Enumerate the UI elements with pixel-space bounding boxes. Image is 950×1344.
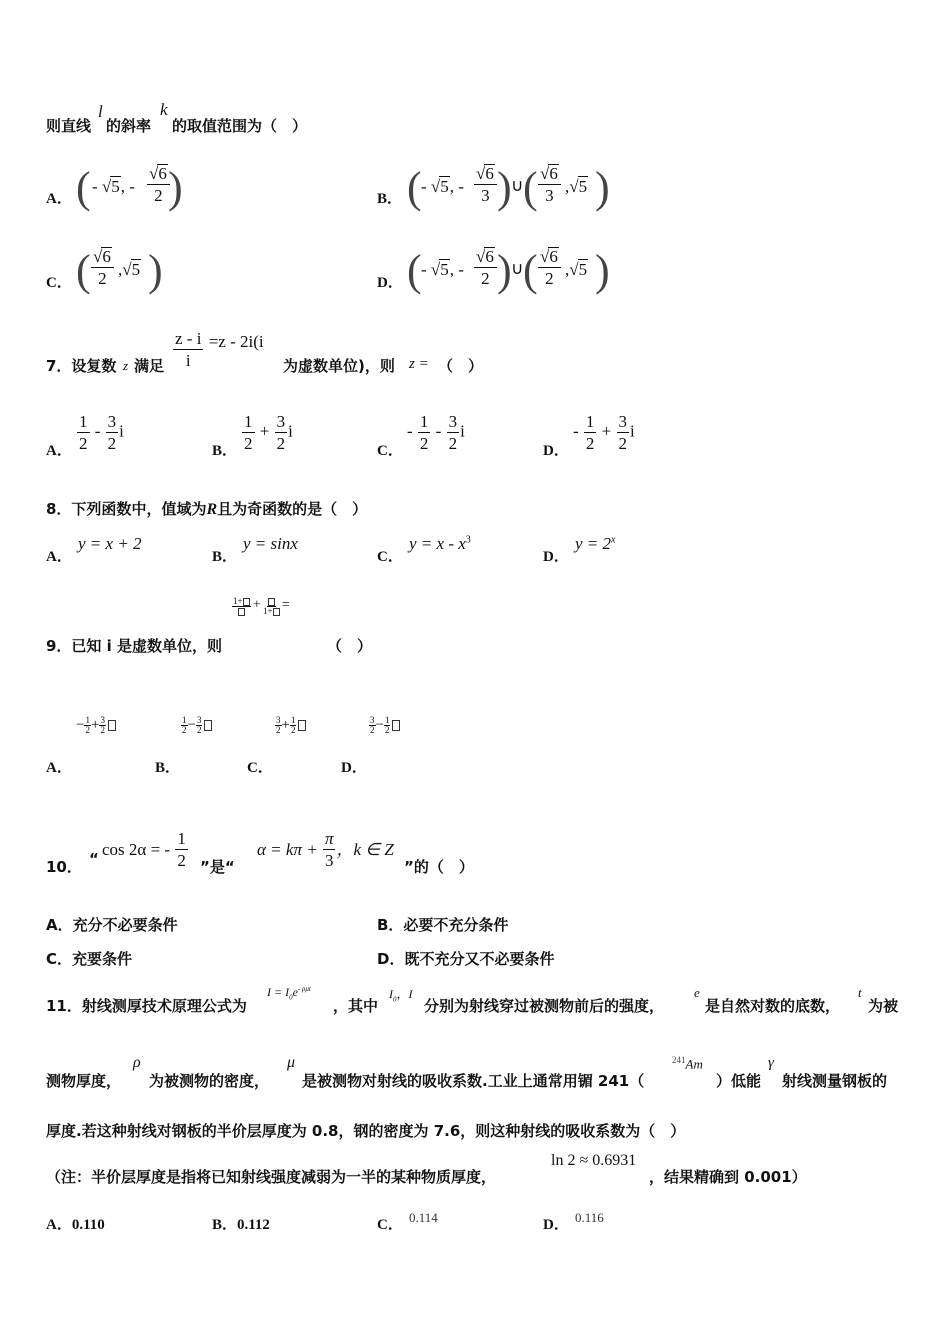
q7-option-c-expr[interactable]	[407, 413, 465, 452]
num: 1	[419, 412, 429, 431]
imag-unit: i	[288, 421, 293, 441]
den: 2	[276, 725, 281, 735]
minus-sign: -	[435, 421, 442, 441]
q7-equation	[172, 330, 264, 369]
q9-paren: （ ）	[327, 637, 373, 655]
q11-line2-a: 测物厚度，	[46, 1072, 122, 1090]
q8-option-a-label[interactable]: A．	[46, 549, 72, 565]
den-2: 2	[154, 186, 163, 205]
q11-option-b[interactable]: B．0.112	[212, 1217, 270, 1233]
q11-I0	[389, 985, 413, 1003]
equals-sign: =	[281, 597, 290, 613]
den: 2	[618, 434, 628, 453]
q7-option-a-expr[interactable]	[76, 413, 124, 452]
q8-option-d-label[interactable]: D．	[543, 549, 569, 565]
q11-option-c-value[interactable]: 0.114	[409, 1210, 438, 1225]
q9-formula-image	[232, 597, 290, 616]
q11-e: e	[694, 985, 700, 1000]
num: 1	[79, 412, 88, 431]
q6-option-c-expr[interactable]: ( $\frac{√6}{2}$ ,√5 )	[76, 246, 163, 295]
alpha-expr: α = kπ +	[257, 840, 318, 860]
neg-sign: -	[458, 260, 464, 279]
plus-sign: +	[252, 597, 261, 613]
q7-option-d-expr[interactable]	[573, 413, 635, 452]
q11-line1-e: 为被	[868, 997, 899, 1015]
den: 2	[177, 851, 186, 870]
den-3: 3	[545, 186, 554, 205]
sqrt5-val: 5	[131, 260, 141, 279]
comma: ,	[118, 260, 123, 279]
num: 3	[107, 412, 117, 431]
den: 2	[85, 725, 90, 735]
left-paren-icon: (	[523, 246, 538, 295]
sqrt6-val: 6	[549, 164, 558, 183]
q11-line2-b: 为被测物的密度，	[149, 1072, 270, 1090]
placeholder-box-icon	[238, 608, 245, 616]
formula-sub: 0	[289, 993, 293, 1002]
union-icon: ∪	[511, 259, 524, 278]
q6-stem-end: 的取值范围为（ ）	[172, 117, 308, 135]
num: 1	[585, 412, 595, 431]
formula-text: I = I	[267, 985, 290, 999]
q9-option-c-image[interactable]	[275, 716, 306, 735]
placeholder-box-icon	[243, 598, 250, 606]
q10-option-a[interactable]: A．充分不必要条件	[46, 916, 178, 934]
q11-line1-a: 11．射线测厚技术原理公式为	[46, 997, 247, 1015]
comma: ,	[565, 260, 570, 279]
den: 2	[585, 434, 595, 453]
placeholder-box-icon	[273, 608, 280, 616]
q10-cos-expr	[102, 830, 189, 869]
num: 3	[370, 715, 375, 725]
q8-option-c-expr[interactable]	[409, 534, 471, 554]
placeholder-box-icon	[204, 720, 212, 731]
num: 3	[618, 412, 628, 431]
q9-option-a-label[interactable]: A．	[46, 760, 72, 776]
q11-note-b: ，结果精确到 0.001）	[649, 1168, 807, 1186]
formula-e: e	[292, 985, 298, 999]
num: 1	[182, 715, 187, 725]
I0-sub: 0	[393, 995, 397, 1004]
num: 3	[276, 715, 281, 725]
one-plus: 1+	[262, 606, 273, 616]
plus-sign: +	[259, 421, 270, 441]
q7-option-b-expr[interactable]	[241, 413, 293, 452]
q7-rhs: =z - 2i(i	[208, 332, 264, 351]
den: 2	[100, 725, 105, 735]
q11-line2-e: 射线测量钢板的	[782, 1072, 888, 1090]
left-paren-icon: (	[523, 163, 538, 212]
placeholder-box-icon	[108, 720, 116, 731]
q8-option-b-label[interactable]: B．	[212, 549, 238, 565]
q7-frac	[173, 330, 203, 369]
den-2: 2	[481, 269, 490, 288]
q7-paren: （ ）	[438, 357, 484, 375]
formula-exp: - ρμt	[297, 985, 311, 993]
minus-sign: -	[573, 421, 579, 441]
den: 2	[276, 434, 286, 453]
frac-sqrt6-over-2: $\frac{√6}{2}$	[147, 164, 170, 204]
q11-option-a[interactable]: A．0.110	[46, 1217, 105, 1233]
q11-note-a: （注：半价层厚度是指将已知射线强度减弱为一半的某种物质厚度，	[46, 1168, 497, 1186]
q11-line2-c: 是被测物对射线的吸收系数.工业上通常用镅 241（	[302, 1072, 645, 1090]
q8-stem-part2: 且为奇函数的是（ ）	[217, 500, 368, 518]
q10-option-c[interactable]: C．充要条件	[46, 950, 133, 968]
q8-d-sup: x	[611, 534, 616, 546]
q11-rho: ρ	[133, 1054, 141, 1071]
q11-t: t	[858, 985, 862, 1000]
q6-option-d-label[interactable]: D．	[377, 275, 403, 291]
one-plus: 1+	[233, 596, 243, 606]
q11-line2-d: ）低能	[716, 1072, 762, 1090]
q11-line1-d: 是自然对数的底数，	[705, 997, 841, 1015]
q7-suffix: 为虚数单位)，则	[283, 357, 395, 375]
q6-stem-part1: 则直线	[46, 117, 92, 135]
q7-option-b-label[interactable]: B．	[212, 443, 238, 459]
q9-option-a-image[interactable]	[76, 716, 116, 735]
den: 2	[384, 725, 390, 735]
q6-stem-mid: 的斜率	[106, 117, 152, 135]
frac-sqrt6-over-2: $\frac{√6}{2}$	[474, 247, 497, 287]
q8-d-expr-text: y = 2	[575, 534, 612, 553]
sqrt6-val: 6	[158, 164, 167, 183]
den: 2	[244, 434, 253, 453]
q8-option-d-expr[interactable]	[575, 534, 615, 554]
minus-sign: -	[407, 421, 413, 441]
q8-option-b-expr[interactable]: y = sinx	[243, 534, 298, 553]
neg-sign: -	[421, 177, 427, 196]
q9-stem: 9．已知 i 是虚数单位，则	[46, 637, 223, 655]
minus-sign: −	[375, 716, 384, 733]
q7-var-z: z	[123, 358, 129, 373]
q11-ln2: ln 2 ≈ 0.6931	[551, 1152, 637, 1169]
num: 3	[100, 715, 105, 725]
kz-text: ，k ∈ Z	[336, 840, 394, 860]
frac-sqrt6-over-2: $\frac{√6}{2}$	[538, 247, 561, 287]
q8-stem	[46, 498, 367, 519]
plus-sign: +	[90, 716, 100, 733]
q7-option-a-label[interactable]: A．	[46, 443, 72, 459]
placeholder-box-icon	[268, 598, 275, 606]
q9-option-d-label[interactable]: D．	[341, 760, 367, 776]
imag-unit: i	[460, 421, 465, 441]
imag-unit: i	[630, 421, 635, 441]
sep: ，	[396, 987, 409, 1001]
minus-sign: −	[76, 716, 85, 733]
q7-option-c-label[interactable]: C．	[377, 443, 403, 459]
sqrt6-val: 6	[549, 247, 558, 266]
comma: ,	[449, 177, 455, 196]
frac-sqrt6-over-2: $\frac{√6}{2}$	[91, 247, 114, 287]
placeholder-box-icon	[298, 720, 306, 731]
q6-option-b-expr[interactable]: ( - √5, - $\frac{√6}{3}$ ) ∪ ( $\frac{√6}{3}$ ,√5 )	[407, 163, 610, 212]
q9-option-b-label[interactable]: B．	[155, 760, 181, 776]
frac-sqrt6-over-3: $\frac{√6}{3}$	[538, 164, 561, 204]
q11-option-d-value[interactable]: 0.116	[575, 1210, 604, 1225]
den: 2	[107, 434, 117, 453]
q8-R: R	[206, 501, 218, 518]
q10-option-d[interactable]: D．既不充分又不必要条件	[377, 950, 555, 968]
den: 3	[324, 851, 334, 870]
q6-option-d-expr[interactable]: ( - √5, - $\frac{√6}{2}$ ) ∪ ( $\frac{√6}{2}$ ,√5 )	[407, 246, 610, 295]
den-2: 2	[545, 269, 554, 288]
comma: ,	[565, 177, 570, 196]
q6-option-c-label[interactable]: C．	[46, 275, 72, 291]
sqrt5-val: 5	[440, 260, 449, 279]
frac-sqrt6-over-3: $\frac{√6}{3}$	[474, 164, 497, 204]
I0-letter: I	[389, 987, 393, 1001]
q11-option-c-label[interactable]: C．	[377, 1217, 403, 1233]
sqrt6-val: 6	[102, 247, 111, 266]
q6-var-k: k	[160, 100, 168, 119]
q7-frac-den: i	[185, 351, 191, 370]
q6-var-l: l	[98, 102, 103, 121]
neg-sign: -	[421, 260, 427, 279]
neg-sign: -	[92, 177, 98, 196]
q11-line3: 厚度.若这种射线对钢板的半价层厚度为 0.8，钢的密度为 7.6，则这种射线的吸收系数为（ ）	[46, 1122, 686, 1140]
num: 3	[448, 412, 458, 431]
sqrt5-val: 5	[111, 177, 120, 196]
imag-unit: i	[119, 421, 124, 441]
num: 1	[384, 715, 390, 725]
right-paren-icon: )	[168, 163, 183, 212]
q7-option-d-label[interactable]: D．	[543, 443, 569, 459]
num: 1	[177, 829, 186, 848]
q7-cond: 满足	[134, 357, 165, 375]
den: 2	[448, 434, 458, 453]
q11-line1-b: ，其中	[333, 997, 379, 1015]
q11-am	[672, 1055, 703, 1072]
right-paren-icon: )	[148, 246, 163, 295]
den: 2	[196, 725, 202, 735]
den-3: 3	[481, 186, 490, 205]
left-paren-icon: (	[407, 163, 422, 212]
q10-cos-text	[102, 840, 170, 859]
den: 2	[79, 434, 88, 453]
q8-c-expr-text: y = x - x	[409, 534, 466, 553]
q11-formula	[267, 985, 311, 1001]
plus-sign: +	[281, 716, 290, 733]
q10-num: 10．	[46, 858, 82, 876]
q6-stem	[46, 115, 91, 136]
q11-gamma: γ	[768, 1055, 774, 1071]
q6-option-b-label[interactable]: B．	[377, 191, 403, 207]
sqrt5-val: 5	[578, 260, 588, 279]
num: 1	[290, 715, 296, 725]
neg-sign: -	[458, 177, 464, 196]
right-paren-icon: )	[595, 246, 610, 295]
left-paren-icon: (	[76, 163, 91, 212]
q10-open-quote: “	[89, 850, 99, 868]
comma: ,	[120, 177, 126, 196]
placeholder-box-icon	[392, 720, 400, 731]
q7-stem-num: 7．设复数	[46, 357, 117, 375]
q11-line1-c: 分别为射线穿过被测物前后的强度，	[424, 997, 665, 1015]
q10-alpha-expr	[257, 830, 394, 869]
q7-frac-num: z - i	[175, 329, 202, 348]
q9-option-d-image[interactable]	[369, 716, 400, 735]
num: 1	[85, 715, 90, 725]
right-paren-icon: )	[497, 163, 512, 212]
num: 1	[244, 412, 253, 431]
plus-sign: +	[601, 421, 612, 441]
q10-option-b[interactable]: B．必要不充分条件	[377, 916, 509, 934]
q8-c-sup: 3	[465, 534, 471, 546]
num: π	[324, 829, 334, 848]
am-symbol: Am	[685, 1056, 703, 1072]
comma: ,	[449, 260, 455, 279]
union-icon: ∪	[511, 176, 524, 195]
right-paren-icon: )	[497, 246, 512, 295]
den: 2	[182, 725, 187, 735]
left-paren-icon: (	[407, 246, 422, 295]
q9-option-c-label[interactable]: C．	[247, 760, 273, 776]
q9-option-b-image[interactable]	[181, 716, 212, 735]
minus-sign: −	[187, 716, 196, 733]
q8-stem-part1: 8．下列函数中，值域为	[46, 500, 207, 518]
sqrt6-val: 6	[485, 164, 494, 183]
num: 3	[276, 412, 286, 431]
den: 2	[370, 725, 375, 735]
sqrt6-val: 6	[485, 247, 494, 266]
den: 2	[419, 434, 429, 453]
q7-z-eq: z =	[409, 356, 429, 372]
q8-option-a-expr[interactable]: y = x + 2	[78, 534, 142, 553]
am-sup: 241	[672, 1055, 686, 1065]
sqrt5-val: 5	[440, 177, 449, 196]
den-2: 2	[98, 269, 107, 288]
left-paren-icon: (	[76, 246, 91, 295]
q11-option-d-label[interactable]: D．	[543, 1217, 569, 1233]
q10-close-quote: ”是“	[200, 858, 235, 876]
q11-mu: μ	[287, 1054, 296, 1071]
right-paren-icon: )	[595, 163, 610, 212]
minus-sign: -	[94, 421, 101, 441]
cos-expr: cos 2α = -	[102, 840, 171, 860]
q8-option-c-label[interactable]: C．	[377, 549, 403, 565]
sqrt5-val: 5	[578, 177, 588, 196]
num: 3	[196, 715, 202, 725]
q6-option-a-label[interactable]: A．	[46, 191, 72, 207]
den: 2	[290, 725, 296, 735]
neg-sign: -	[129, 177, 135, 196]
q10-close2: ”的（ ）	[404, 858, 474, 876]
I-letter: I	[408, 987, 413, 1001]
